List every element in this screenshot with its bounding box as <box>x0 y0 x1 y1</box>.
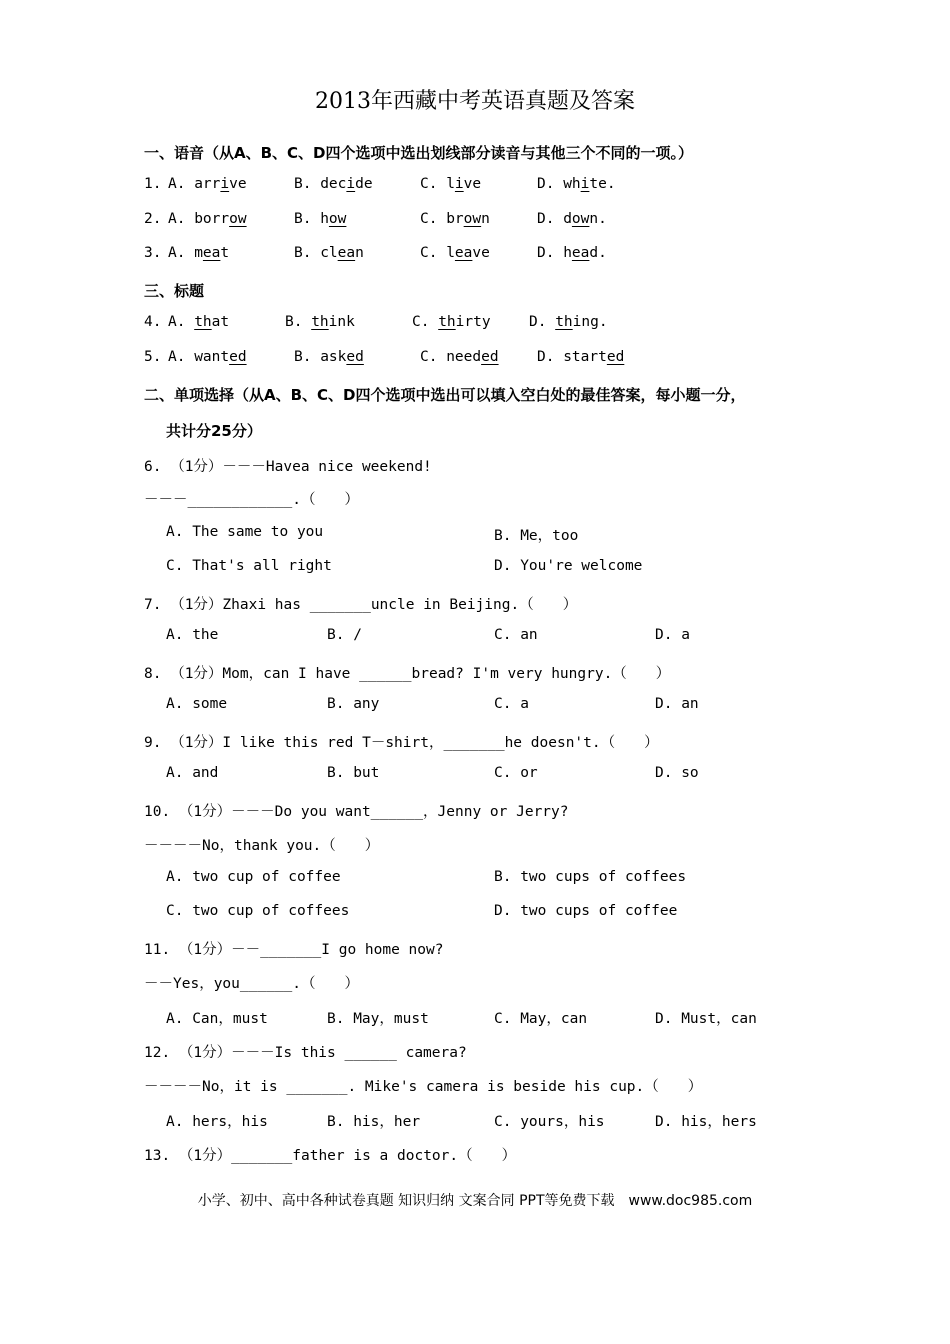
section-three-heading: 三、标题 <box>144 282 205 300</box>
phonetic-option: C. leave <box>420 245 490 261</box>
question-11-option-a: A. Can，must <box>166 1011 268 1027</box>
question-12-option-c: C. yours，his <box>494 1114 605 1130</box>
question-9-option-b: B. but <box>327 765 380 781</box>
section-phonetics-heading: 一、语音（从A、B、C、D四个选项中选出划线部分读音与其他三个不同的一项。） <box>144 144 694 162</box>
page-title: 2013年西藏中考英语真题及答案 <box>315 89 635 114</box>
phonetic-option: B. think <box>285 314 355 330</box>
question-10-option-c: C. two cup of coffees <box>166 903 350 919</box>
question-6-option-d: D. You're welcome <box>494 558 643 574</box>
question-7-option-b: B. / <box>327 627 362 643</box>
phonetic-option: C. needed <box>420 349 499 365</box>
phonetic-option: B. how <box>294 211 347 227</box>
underlined-sound: th <box>555 314 573 330</box>
question-12-option-d: D. his，hers <box>655 1114 757 1130</box>
underlined-sound: th <box>438 314 456 330</box>
section-choice-heading: 二、单项选择（从A、B、C、D四个选项中选出可以填入空白处的最佳答案，每小题一分， <box>144 386 746 404</box>
question-10-option-a: A. two cup of coffee <box>166 869 341 885</box>
question-10-reply: －－－－No，thank you.（ ） <box>144 838 380 854</box>
question-11-option-c: C. May，can <box>494 1011 588 1027</box>
question-8-option-c: C. a <box>494 696 529 712</box>
question-12-stem: 12. （1分）－－－Is this ______ camera? <box>144 1045 467 1061</box>
phonetic-question-number: 4. <box>144 314 162 330</box>
question-7-stem: 7. （1分）Zhaxi has _______uncle in Beijing.（ ） <box>144 597 578 613</box>
phonetic-option: D. thing. <box>529 314 608 330</box>
question-6-option-c: C. That's all right <box>166 558 332 574</box>
question-6-option-a: A. The same to you <box>166 524 324 540</box>
underlined-sound: ow <box>571 211 590 227</box>
phonetic-question-number: 2. <box>144 211 162 227</box>
question-11-stem: 11. （1分）－－_______I go home now? <box>144 942 444 958</box>
question-8-option-d: D. an <box>655 696 699 712</box>
phonetic-option: D. head. <box>537 245 607 261</box>
phonetic-option: C. brown <box>420 211 490 227</box>
phonetic-option: D. started <box>537 349 625 365</box>
question-6-reply: －－－____________.（ ） <box>144 492 359 508</box>
question-9-option-d: D. so <box>655 765 699 781</box>
phonetic-option: A. arrive <box>168 176 247 192</box>
phonetic-option: D. white. <box>537 176 616 192</box>
question-11-reply: －－Yes，you______.（ ） <box>144 976 359 992</box>
section-choice-heading-cont: 共计分25分） <box>166 422 262 440</box>
question-12-option-a: A. hers，his <box>166 1114 268 1130</box>
underlined-sound: th <box>194 314 212 330</box>
question-8-option-a: A. some <box>166 696 228 712</box>
underlined-sound: ow <box>328 211 347 227</box>
phonetic-question-number: 1. <box>144 176 162 192</box>
underlined-sound: ow <box>463 211 482 227</box>
underlined-sound: ow <box>229 211 247 227</box>
question-11-option-d: D. Must，can <box>655 1011 757 1027</box>
question-10-option-b: B. two cups of coffees <box>494 869 687 885</box>
question-7-option-c: C. an <box>494 627 538 643</box>
phonetic-option: C. thirty <box>412 314 491 330</box>
phonetic-option: A. meat <box>168 245 230 261</box>
underlined-sound: ea <box>571 245 590 261</box>
phonetic-question-number: 5. <box>144 349 162 365</box>
phonetic-option: C. live <box>420 176 482 192</box>
phonetic-option: D. down. <box>537 211 607 227</box>
question-12-reply: －－－－No，it is _______. Mike's camera is beside his cup.（ ） <box>144 1079 703 1095</box>
underlined-sound: i <box>220 176 230 192</box>
question-12-option-b: B. his，her <box>327 1114 421 1130</box>
question-11-option-b: B. May，must <box>327 1011 429 1027</box>
question-8-option-b: B. any <box>327 696 380 712</box>
question-10-option-d: D. two cups of coffee <box>494 903 678 919</box>
question-9-stem: 9. （1分）I like this red T－shirt，_______he doesn't.（ ） <box>144 735 659 751</box>
question-9-option-c: C. or <box>494 765 538 781</box>
question-8-stem: 8. （1分）Mom，can I have ______bread? I'm very hungry.（ ） <box>144 666 671 682</box>
phonetic-option: B. decide <box>294 176 373 192</box>
underlined-sound: ed <box>229 349 247 365</box>
phonetic-option: B. clean <box>294 245 364 261</box>
question-9-option-a: A. and <box>166 765 219 781</box>
phonetic-question-number: 3. <box>144 245 162 261</box>
question-6-stem: 6. （1分）－－－Havea nice weekend! <box>144 459 432 475</box>
question-13-stem: 13. （1分）_______father is a doctor.（ ） <box>144 1148 517 1164</box>
underlined-sound: ea <box>454 245 473 261</box>
underlined-sound: ed <box>481 349 499 365</box>
underlined-sound: ed <box>346 349 364 365</box>
question-6-option-b: B. Me，too <box>494 528 579 544</box>
question-7-option-a: A. the <box>166 627 219 643</box>
phonetic-option: B. asked <box>294 349 364 365</box>
underlined-sound: ed <box>606 349 625 365</box>
underlined-sound: ea <box>337 245 356 261</box>
underlined-sound: i <box>454 176 464 192</box>
page-footer: 小学、初中、高中各种试卷真题 知识归纳 文案合同 PPT等免费下载 www.doc985.com <box>197 1193 753 1209</box>
underlined-sound: ea <box>202 245 221 261</box>
phonetic-option: A. that <box>168 314 230 330</box>
question-7-option-d: D. a <box>655 627 690 643</box>
phonetic-option: A. wanted <box>168 349 247 365</box>
underlined-sound: i <box>580 176 590 192</box>
underlined-sound: i <box>346 176 356 192</box>
question-10-stem: 10. （1分）－－－Do you want______，Jenny or Jerry? <box>144 804 569 820</box>
phonetic-option: A. borrow <box>168 211 247 227</box>
underlined-sound: th <box>311 314 329 330</box>
